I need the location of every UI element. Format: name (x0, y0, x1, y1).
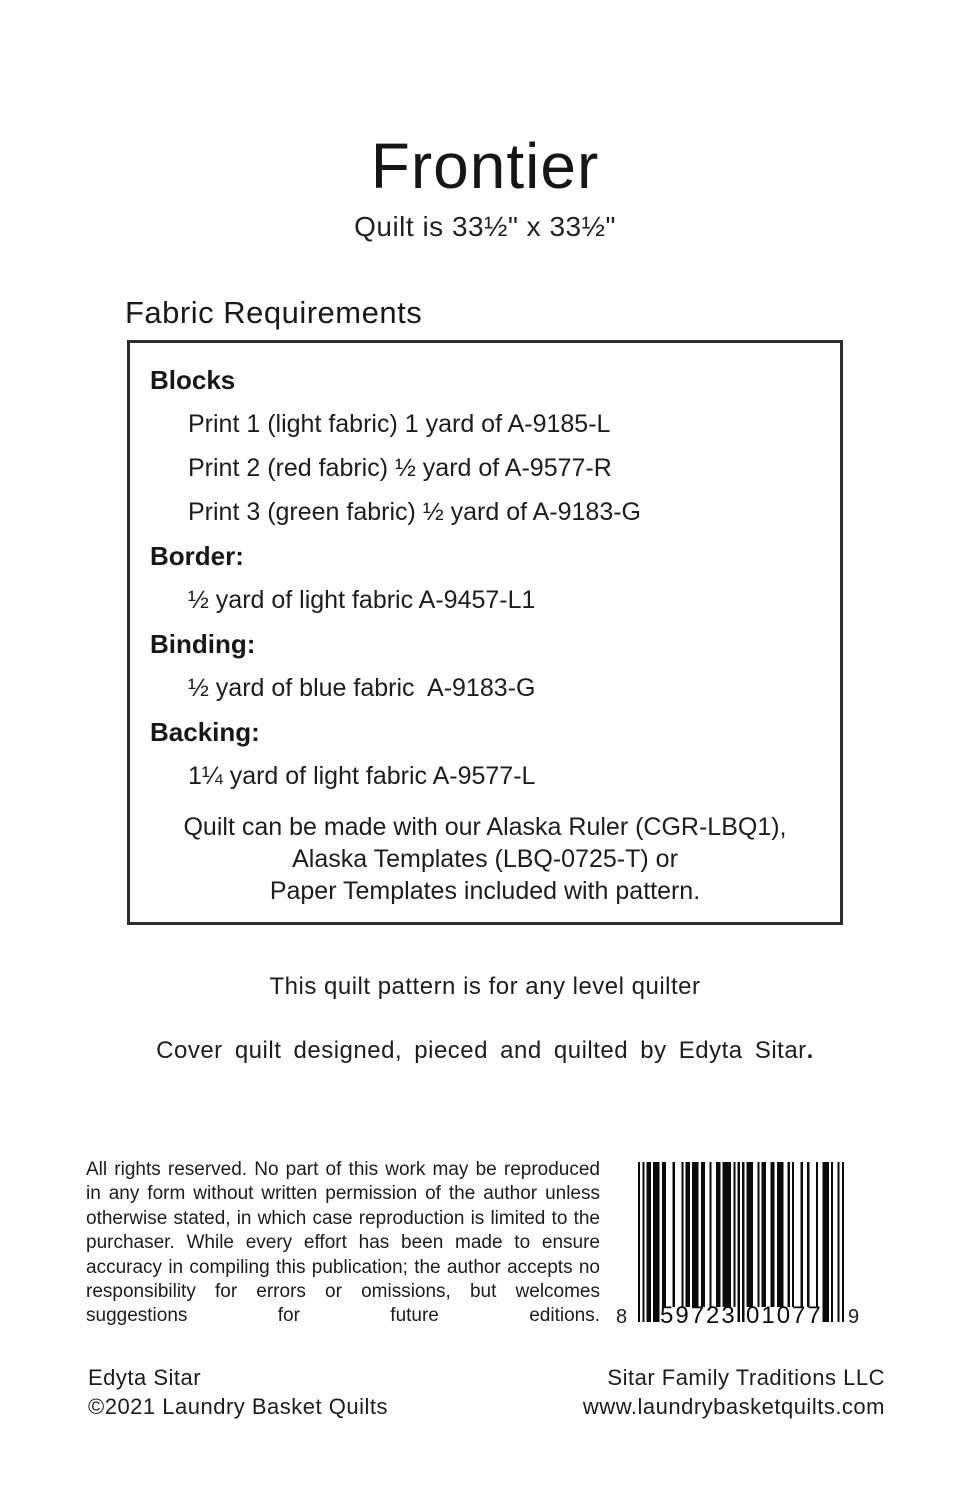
req-section-label: Binding: (150, 629, 256, 659)
footer-copyright: ©2021 Laundry Basket Quilts (88, 1394, 388, 1419)
barcode-left-digits: 59723 (660, 1302, 737, 1329)
req-item: 1¼ yard of light fabric A-9577-L (188, 762, 536, 790)
req-item: Print 3 (green fabric) ½ yard of A-9183-G (188, 498, 641, 526)
barcode-check-digit: 9 (848, 1306, 860, 1328)
page-title: Frontier (370, 130, 600, 202)
footer-website: www.laundrybasketquilts.com (582, 1394, 885, 1419)
designer-credit-text: Cover quilt designed, pieced and quilted by Edyta Sitar (156, 1037, 807, 1064)
barcode-right-digits: 01077 (746, 1302, 823, 1329)
ruler-note-line: Paper Templates included with pattern. (269, 877, 701, 905)
req-item: Print 1 (light fabric) 1 yard of A-9185-L (188, 410, 611, 438)
skill-level-note: This quilt pattern is for any level quilter (269, 973, 701, 1000)
req-item: Print 2 (red fabric) ½ yard of A-9577-R (188, 454, 612, 482)
req-section-label: Border: (150, 541, 244, 571)
req-section-border (150, 534, 820, 622)
ruler-note-line: Alaska Templates (LBQ-0725-T) or (292, 845, 678, 873)
footer-company-block (583, 1363, 885, 1421)
footer-author: Edyta Sitar (88, 1365, 202, 1390)
barcode-lead-digit: 8 (616, 1306, 628, 1328)
req-section-binding (150, 622, 820, 710)
footer-author-block (88, 1363, 388, 1421)
ruler-note (150, 811, 820, 907)
req-section-label: Backing: (150, 717, 260, 747)
footer-company: Sitar Family Traditions LLC (607, 1365, 885, 1390)
fabric-requirements-box (127, 340, 843, 925)
req-section-label: Blocks (150, 365, 236, 395)
page-subtitle: Quilt is 33½" x 33½" (354, 211, 616, 242)
req-section-blocks (150, 358, 820, 534)
barcode (616, 1162, 862, 1332)
ruler-note-line: Quilt can be made with our Alaska Ruler (CGR-LBQ1), (183, 813, 787, 841)
fabric-requirements-heading: Fabric Requirements (125, 295, 423, 330)
designer-credit (0, 1036, 970, 1066)
designer-credit-period: . (806, 1037, 814, 1064)
barcode-bars-graphic (638, 1162, 844, 1322)
req-section-backing (150, 710, 820, 798)
legal-paragraph: All rights reserved. No part of this work may be reproduced in any form without written permission of the author unless otherwise stated, in which case reproduction is limited to the purchaser. While every effort has been made to ensure accuracy in compiling this publication; the author accepts no responsibility for errors or omissions, but welcomes suggestions for future editions. (86, 1159, 600, 1327)
req-item: ½ yard of light fabric A-9457-L1 (188, 586, 536, 614)
req-item: ½ yard of blue fabric A-9183-G (188, 674, 536, 702)
